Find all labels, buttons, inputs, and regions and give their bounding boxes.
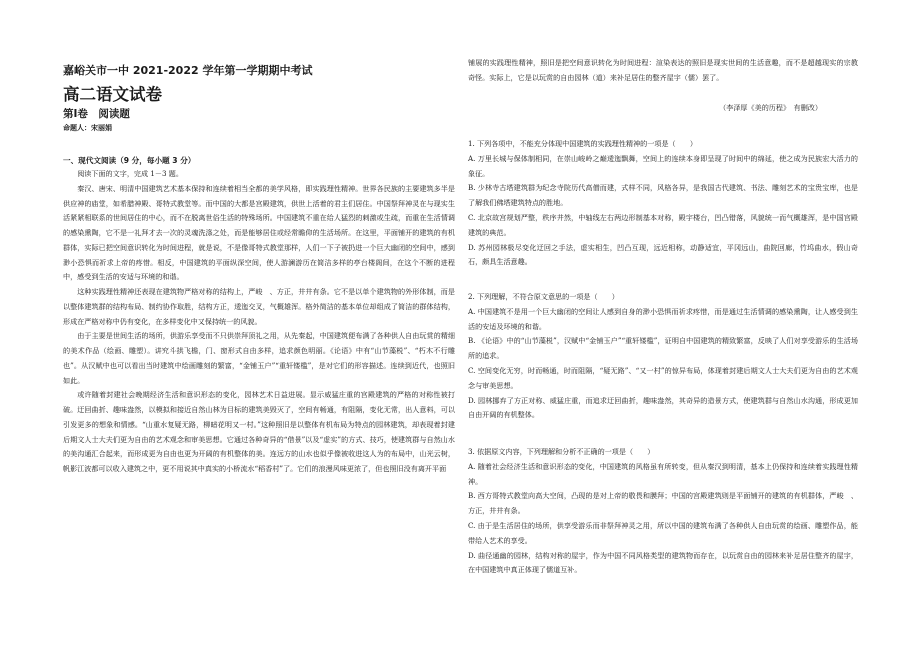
question-option: D. 曲径通幽的园林，结构对称的屋宇，作为中国不同风格类型的建筑物而存在，以玩赏自由的园林来补足居住整齐的屋宇，在中国建筑中真正体现了儒道互补。 — [468, 550, 858, 575]
question-option: A. 中国建筑不是用一个巨大幽闭的空间让人感到自身的渺小恐惧而祈求疼惜，而是通过生活情调的感染熏陶，让人感受到生活的安适及环境的和谐。 — [468, 306, 858, 331]
section-heading: 一、现代文阅读（9 分，每小题 3 分） — [63, 156, 196, 165]
reading-passage — [63, 167, 455, 477]
volume-heading: 第Ⅰ卷 阅读题 — [63, 108, 130, 120]
passage-paragraph: 或许随着封建社会晚期经济生活和意识形态的变化，园林艺术日益进展。显示威猛庄重的宫殿建筑的严格的对称性被打破。迂回曲折、趣味盎然，以模拟和接近自然山林为目标的建筑美毁灭了，空间有畅通，有阻隔，变化无常，出人意料，可以引发更多的想象和情感。“山重水复疑无路，柳暗花明又一村。”这种照旧是以整体有机布局为特点的园林建筑，却表现着封建后期文人士大夫们更为自由的艺术观念和审美思想。它通过各种奇异的“借景”以及“虚实”的方式、技巧，使建筑群与自然山水的美沟通汇合起来，而形成更为自由也更为开阔的有机整体的美。连远方的山水也似乎像被收进这人为的布局中，山光云树，帆影江波都可以收入建筑之中，更不用说其中真实的小桥流水“稻香村”了。它们的浪漫风味更浓了，但也照旧没有离开平面 — [63, 390, 455, 473]
question-option: B. 《论语》中的“山节藻棁”，汉赋中“金铺玉户”“重轩镂槛”，证明自中国建筑的精致繁富，反映了人们对享受游乐的生活场所的追求。 — [468, 336, 858, 361]
question-1 — [468, 137, 858, 270]
question-3 — [468, 445, 858, 578]
author-line: 命题人：宋丽娟 — [63, 124, 112, 132]
passage-paragraph: 这种实践理性精神还表现在建筑物严格对称的结构上，严峻 、方正，井井有条。它不是以单个建筑物的外形体制，而是以整体建筑群的结构布局、制约协作取胜，结构方正，逶迤交叉，气概雄浑。格外简洁的基本单位却组成了简洁的群体结构，形成在严格对称中仍有变化，在多样变化中又保持统一的风貌。 — [63, 287, 455, 326]
exam-title: 高二语文试卷 — [63, 85, 162, 104]
question-option: B. 少林寺古塔建筑群为纪念寺院历代高僧而建，式样不同，风格各异，是我国古代建筑、书法、雕刻艺术的宝贵宝库，也是了解我们佛塔建筑特点的胜地。 — [468, 183, 858, 208]
question-option: D. 园林挪弃了方正对称、威猛庄重，而追求迂回曲折，趣味盎然，其奇异的造景方式，使建筑群与自然山水沟通，形成更加自由开阔的有机整体。 — [468, 395, 858, 420]
question-2 — [468, 290, 858, 423]
question-option: B. 西方哥特式教堂向高大空间，凸现的是对上帝的敬畏和膜拜；中国的宫殿建筑则是平面铺开的建筑的有机群体，严峻 、方正，井井有条。 — [468, 491, 858, 516]
question-option: C. 北京故宫规划严整，秩序井然，中轴线左右两边形制基本对称，殿宇楼台，凹凸错落，风貌统一而气概雄浑，是中国宫殿建筑的典范。 — [468, 212, 858, 237]
question-stem: 2. 下列理解，不符合原文意思的一项是（ ） — [468, 292, 619, 301]
question-option: D. 苏州园林极尽变化迂回之手法，虚实相生，凹凸互现，远近相称，动静适宜，平冈远山，曲院回廊，竹坞曲水，假山奇石，颇具生活意趣。 — [468, 242, 858, 267]
question-option: A. 随着社会经济生活和意识形态的变化，中国建筑的风格虽有所转变，但从秦汉到明清，基本上仍保持和连续着实践理性精神。 — [468, 461, 858, 486]
passage-instruction: 阅读下面的文字，完成 1－3 题。 — [77, 169, 183, 178]
passage-paragraph: 由于主要是世间生活的场所，供游乐享受而不只供崇拜顶礼之用，从先秦起，中国建筑便布满了各种供人自由玩赏的精细的美术作品（绘画、雕塑）。讲究斗拱飞檐，门、窗形式自由多样，追求颜色明丽。《论语》中有“山节藻棁”、“朽木不行雕也”。从汉赋中也可以看出当时建筑中绘画雕刻的繁富，“金铺玉户”“重轩镂槛”，是对它们的形容描述。连续到近代，也照旧如此。 — [63, 331, 455, 385]
question-stem: 3. 依据原文内容，下列理解和分析不正确的一项是（ ） — [468, 447, 655, 456]
passage-paragraph: 秦汉、唐宋、明清中国建筑艺术基本保持和连续着相当全都的美学风格，即实践理性精神。世界各民族的主要建筑多半是供应神的庙堂，如希腊神殿、哥特式教堂等。而中国的大都是宫殿建筑，供世上活着的君主们居住。中国祭拜神灵在与现实生活紧紧相联系的世间居住的中心，而不在脱离世俗生活的特殊场所。中国建筑不重在给人猛烈的刺激或生疏，而重在生活情调的感染熏陶，它不是一礼拜才去一次的灵魂洗涤之处，而是能够居住或经常瞻仰的生活场所。在这里，平面铺开的建筑的有机群体，实际已把空间意识转化为时间进程，就是说，不是像哥特式教堂那样，人们一下子被扔进一个巨大幽闭的空间中，感到渺小恐惧而祈求上帝的疼惜。相反，中国建筑的平面纵深空间，使人游澜游历在简洁多样的亭台楼阁间，在这个不断的进程中，感受到生活的安适与环境的和谐。 — [63, 183, 455, 282]
passage-continuation — [468, 56, 858, 86]
question-option: C. 空间变化无穷，时而畅通，时而阻隔，“疑无路”、“又一村”的惊异布局，体现着封建后期文人士大夫们更为自由的艺术观念与审美思想。 — [468, 365, 858, 390]
question-option: A. 万里长城与保体制相同，在崇山峻岭之巅逶迤飘舞，空间上的连续本身即呈现了时间中的绵延，使之成为民族宏大活力的象征。 — [468, 153, 858, 178]
passage-paragraph: 铺展的实践理性精神，照旧是把空间意识转化为时间进程：渲染表达的照旧是现实世间的生活意趣，而不是超越现实的宗教奇怪。实际上，它是以玩赏的自由园林（道）来补足居住的整齐屋宇（儒）罢了。 — [468, 58, 858, 82]
passage-source: （李泽厚《美的历程》 有删改） — [719, 103, 822, 112]
question-option: C. 由于是生活居住的场所，供享受游乐而非祭拜神灵之用，所以中国的建筑布满了各种供人自由玩赏的绘画、雕塑作品，能带给人艺术的享受。 — [468, 520, 858, 545]
exam-school-title: 嘉峪关市一中 2021-2022 学年第一学期期中考试 — [63, 64, 313, 77]
question-stem: 1. 下列各项中，不能充分体现中国建筑的实践理性精神的一项是（ ） — [468, 139, 697, 148]
